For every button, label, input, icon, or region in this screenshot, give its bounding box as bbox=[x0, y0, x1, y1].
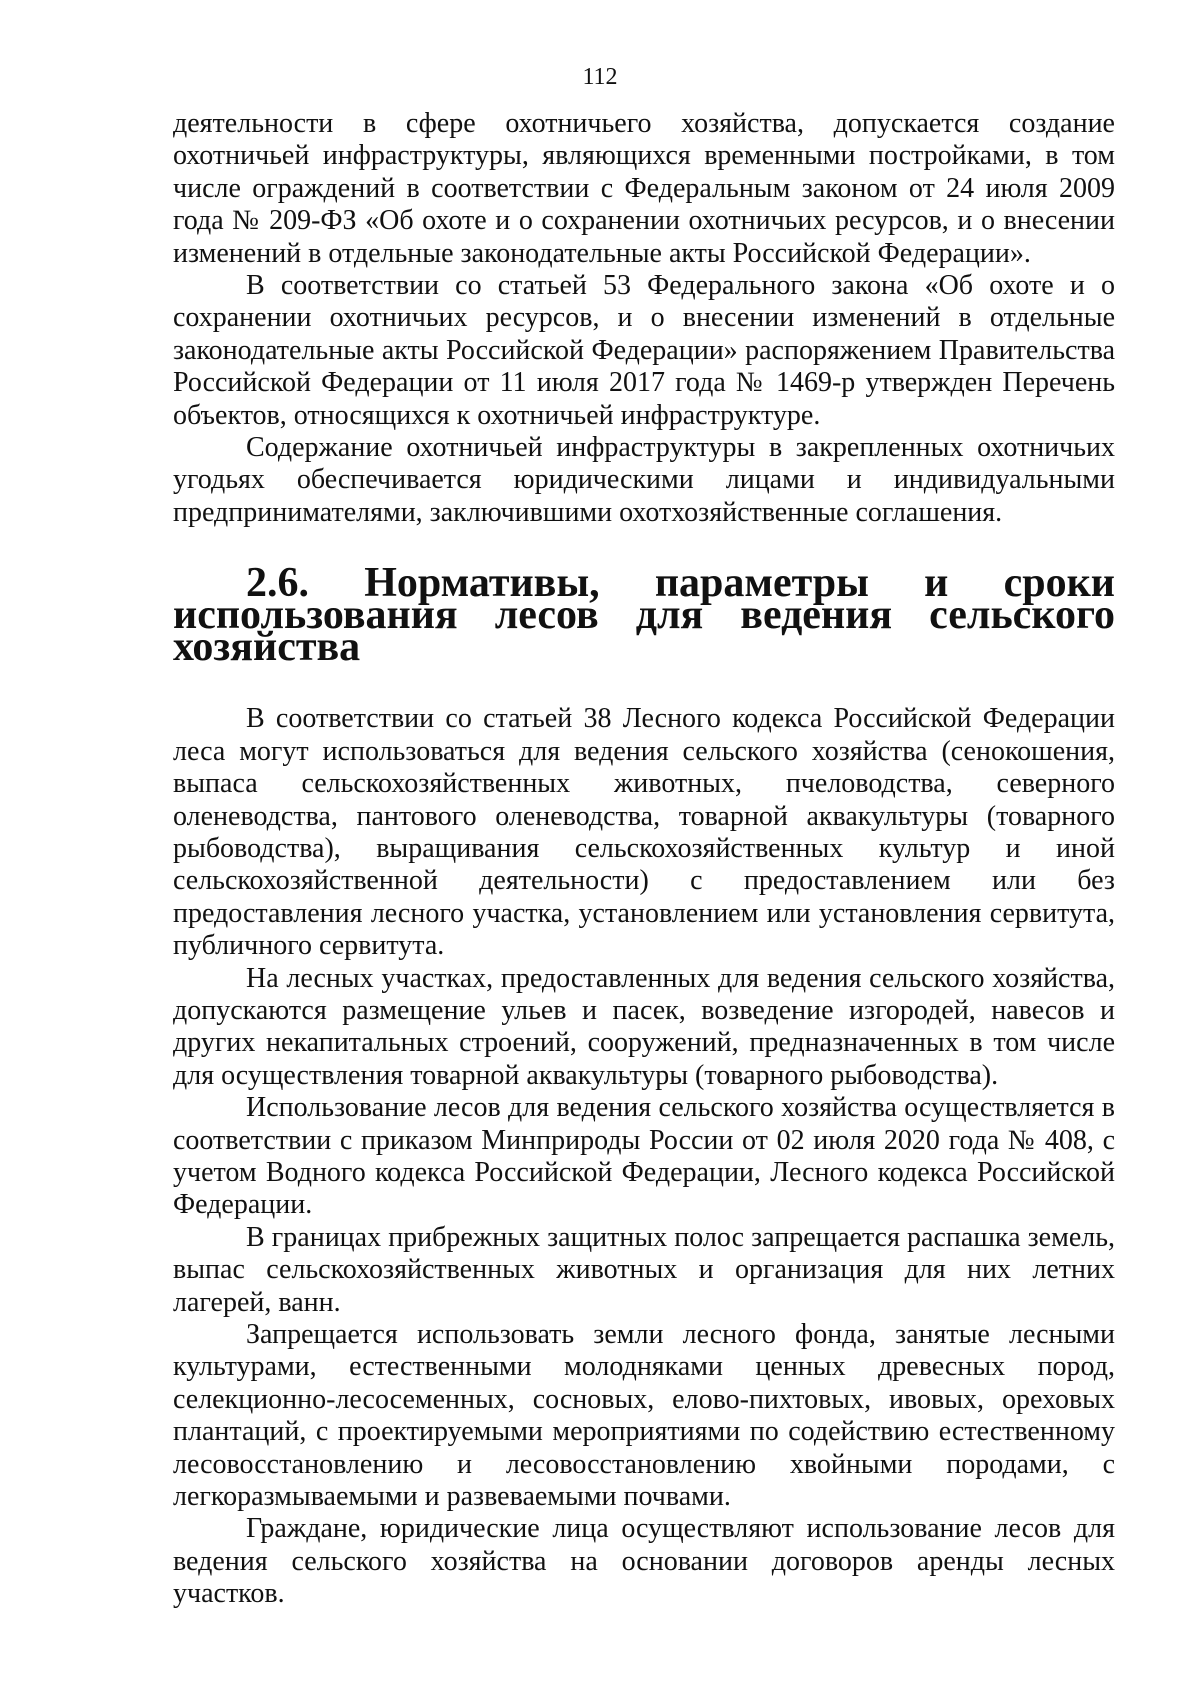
paragraph-continuation: деятельности в сфере охотничьего хозяйства, допускается создание охотничьей инфраструктуры, являющихся временными постройками, в том числе ограждений в соответствии с Федеральным законом от 24 июля 2009 года № 209-ФЗ «Об охоте и о сохранении охотничьих ресурсов, и о внесении изменений в отдельные законодательные акты Российской Федерации». bbox=[173, 108, 1115, 269]
paragraph-agriculture-usage: В соответствии со статьей 38 Лесного кодекса Российской Федерации леса могут использоваться для ведения сельского хозяйства (сенокошения, выпаса сельскохозяйственных животных, пчеловодства, северного оленеводства, пантового оленеводства, товарной аквакультуры (товарного рыбоводства), выращивания сельскохозяйственных культур и иной сельскохозяйственной деятельности) с предоставлением или без предоставления лесного участка, установлением или установления сервитута, публичного сервитута. bbox=[173, 703, 1115, 962]
paragraph-lease-agreements: Граждане, юридические лица осуществляют использование лесов для ведения сельского хозяйства на основании договоров аренды лесных участков. bbox=[173, 1513, 1115, 1610]
paragraph-agriculture-structures: На лесных участках, предоставленных для ведения сельского хозяйства, допускаются размещение ульев и пасек, возведение изгородей, навесов и других некапитальных строений, сооружений, предназначенных в том числе для осуществления товарной аквакультуры (товарного рыбоводства). bbox=[173, 962, 1115, 1091]
paragraph-hunting-law: В соответствии со статьей 53 Федерального закона «Об охоте и о сохранении охотничьих ресурсов, и о внесении изменений в отдельные законодательные акты Российской Федерации» распоряжением Правительства Российской Федерации от 11 июля 2017 года № 1469-р утвержден Перечень объектов, относящихся к охотничьей инфраструктуре. bbox=[173, 270, 1115, 431]
page-number: 112 bbox=[582, 64, 618, 90]
paragraph-prohibited-lands: Запрещается использовать земли лесного фонда, занятые лесными культурами, естественными молодняками ценных древесных пород, селекционно-лесосеменных, сосновых, елово-пихтовых, ивовых, ореховых плантаций, с проектируемыми мероприятиями по содействию естественному лесовосстановлению и лесовосстановлению хвойными породами, с легкоразмываемыми и развеваемыми почвами. bbox=[173, 1319, 1115, 1513]
paragraph-coastal-protection: В границах прибрежных защитных полос запрещается распашка земель, выпас сельскохозяйственных животных и организация для них летних лагерей, ванн. bbox=[173, 1221, 1115, 1318]
document-body bbox=[173, 108, 1115, 1611]
section-heading: 2.6. Нормативы, параметры и сроки использования лесов для ведения сельского хозяйства bbox=[173, 560, 1115, 671]
paragraph-agriculture-regulation: Использование лесов для ведения сельского хозяйства осуществляется в соответствии с приказом Минприроды России от 02 июля 2020 года № 408, с учетом Водного кодекса Российской Федерации, Лесного кодекса Российской Федерации. bbox=[173, 1092, 1115, 1221]
paragraph-hunting-maintenance: Содержание охотничьей инфраструктуры в закрепленных охотничьих угодьях обеспечивается юридическими лицами и индивидуальными предпринимателями, заключившими охотхозяйственные соглашения. bbox=[173, 432, 1115, 528]
